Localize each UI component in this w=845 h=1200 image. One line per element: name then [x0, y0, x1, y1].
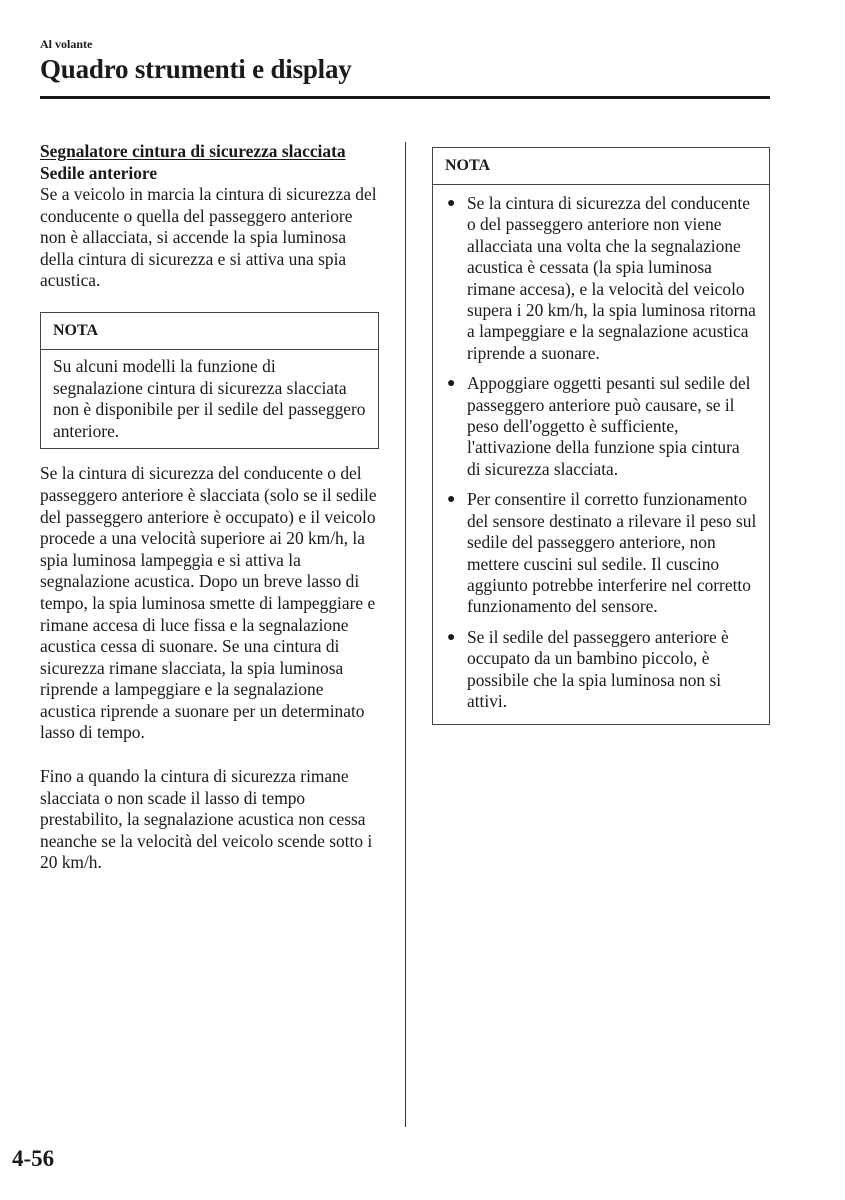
- list-item-text: Per consentire il corretto funzionamento del sensore destinato a rilevare il peso sul sedile del passeggero anteriore, non mettere cuscini sul sedile. Il cuscino aggiunto potrebbe interferire nel corretto funzionamento del sensore.: [467, 489, 757, 617]
- list-item: [445, 373, 757, 480]
- note-text: Su alcuni modelli la funzione di segnalazione cintura di sicurezza slacciata non è disponibile per il sedile del passeggero anteriore.: [53, 355, 366, 441]
- list-item: [445, 627, 757, 713]
- list-item-text: Appoggiare oggetti pesanti sul sedile del passeggero anteriore può causare, se il peso dell'oggetto è sufficiente, l'attivazione della funzione spia cintura di sicurezza slacciata.: [467, 373, 751, 479]
- bullet-icon: ●: [447, 196, 456, 211]
- left-column: [40, 140, 380, 874]
- page-number: 4-56: [12, 1146, 55, 1171]
- section-label: Al volante: [40, 37, 93, 51]
- list-item-text: Se il sedile del passeggero anteriore è occupato da un bambino piccolo, è possibile che la spia luminosa non si attivi.: [467, 626, 729, 711]
- column-divider: [405, 142, 406, 1127]
- bullet-icon: ●: [447, 492, 456, 508]
- title-rule: [40, 96, 770, 99]
- list-item-text: Se la cintura di sicurezza del conducente o del passeggero anteriore non viene allacciata una volta che la segnalazione acustica è cessata (la spia luminosa rimane accesa), e la velocità del veicolo supera i 20 km/h, la spia luminosa ritorna a lampeggiare e la segnalazione acustica riprende a suonare.: [467, 193, 756, 363]
- bullet-icon: ●: [447, 376, 456, 392]
- bullet-icon: ●: [447, 629, 456, 645]
- note-box-right: [432, 147, 770, 725]
- list-item: [445, 193, 757, 364]
- subheading: Sedile anteriore: [40, 163, 158, 183]
- note-title: NOTA: [41, 313, 378, 350]
- intro-paragraph: Se a veicolo in marcia la cintura di sicurezza del conducente o quella del passeggero anteriore non è allacciata, si accende la spia luminosa della cintura di sicurezza e si attiva una spia acustica.: [40, 184, 377, 291]
- list-item: [445, 489, 757, 617]
- note-title: NOTA: [433, 148, 769, 185]
- note-list: [433, 185, 769, 724]
- body-paragraph: Se la cintura di sicurezza del conducente o del passeggero anteriore è slacciata (solo se il sedile del passeggero anteriore è occupato) e il veicolo procede a una velocità superiore ai 20 km/h, la spia luminosa lampeggia e si attiva la segnalazione acustica. Dopo un breve lasso di tempo, la spia luminosa smette di lampeggiare e rimane accesa di luce fissa e la segnalazione acustica cessa di suonare. Se una cintura di sicurezza rimane slacciata, la spia luminosa riprende a lampeggiare e la segnalazione acustica riprende a suonare per un determinato lasso di tempo.: [40, 463, 377, 743]
- page-title: Quadro strumenti e display: [40, 54, 352, 84]
- note-box: [40, 312, 379, 449]
- body-paragraph: Fino a quando la cintura di sicurezza rimane slacciata o non scade il lasso di tempo prestabilito, la segnalazione acustica non cessa neanche se la velocità del veicolo scende sotto i 20 km/h.: [40, 766, 373, 873]
- section-heading: Segnalatore cintura di sicurezza slacciata: [40, 141, 346, 161]
